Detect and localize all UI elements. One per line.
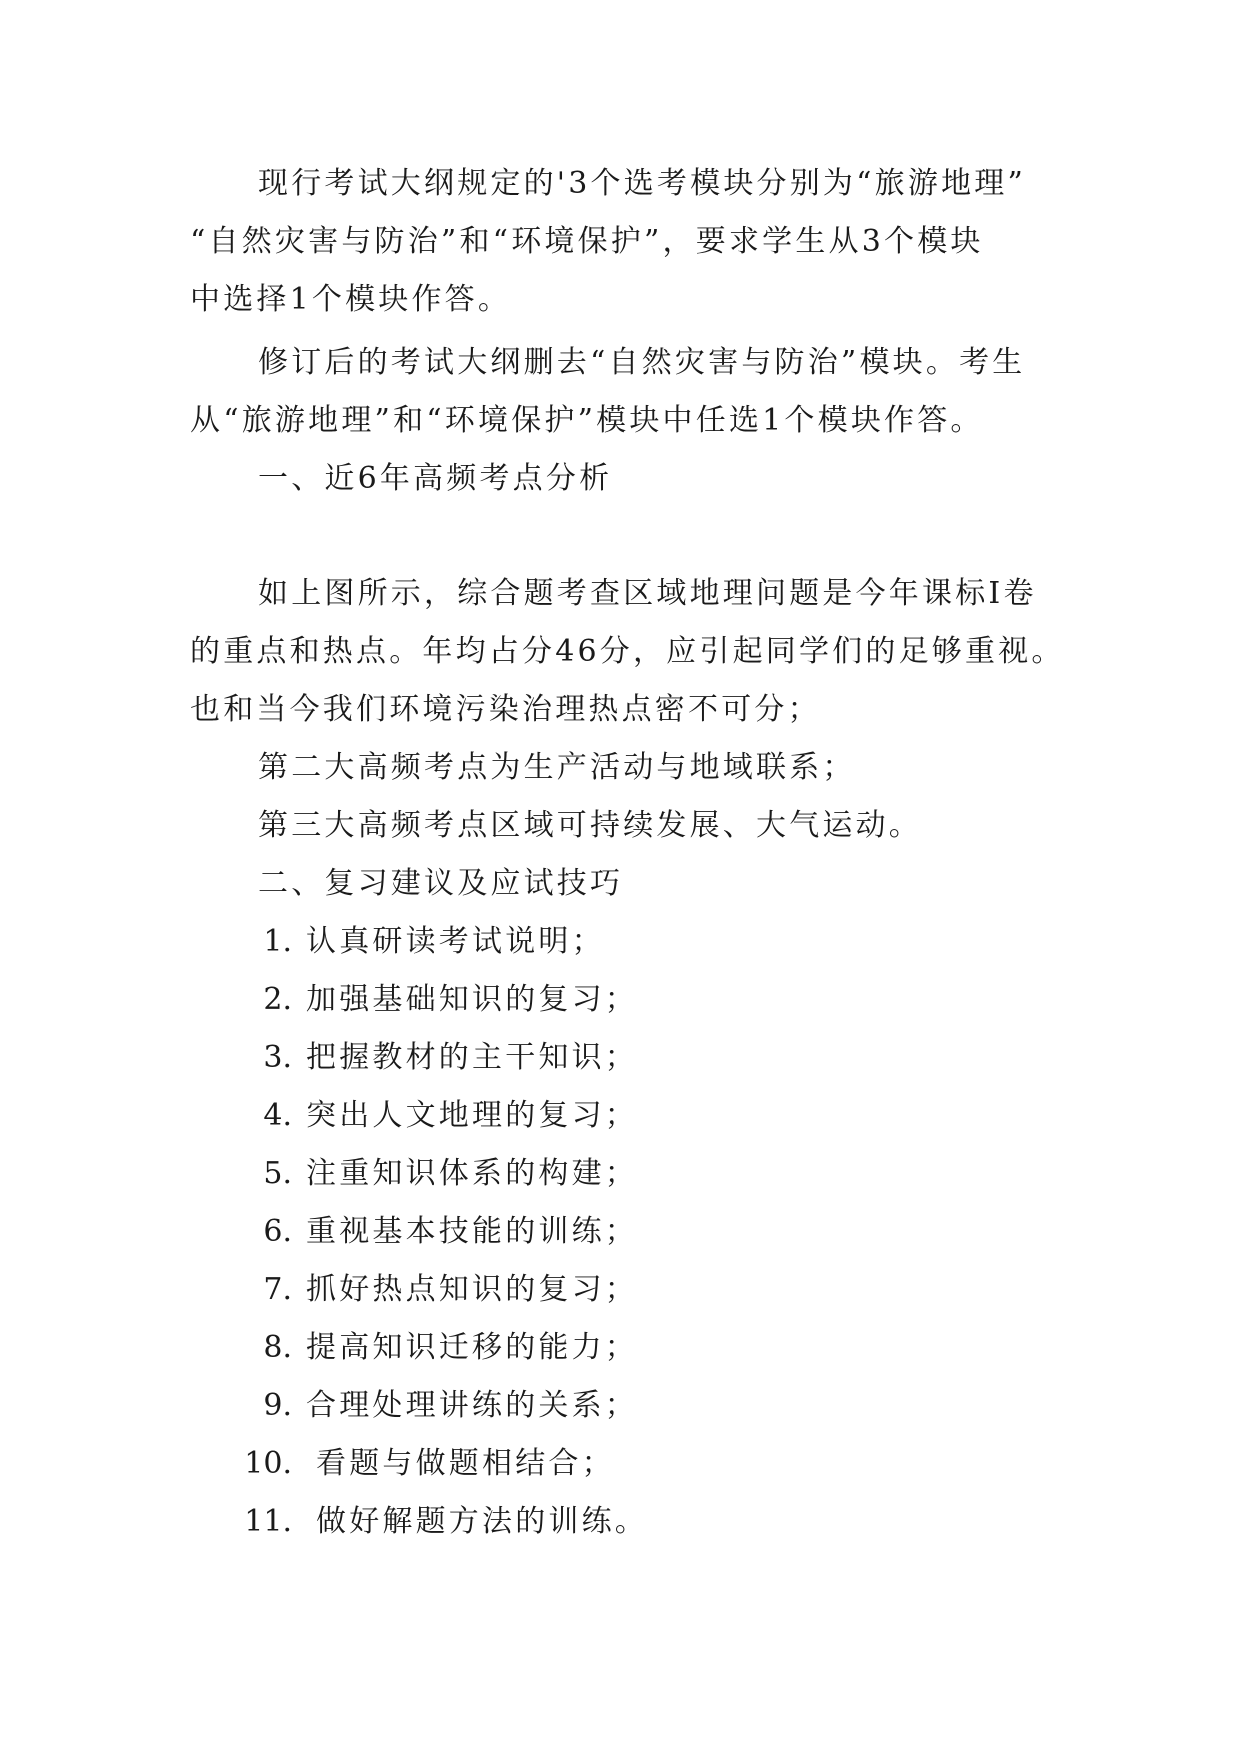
list-item-text: 认真研读考试说明； bbox=[306, 924, 605, 959]
list-item bbox=[238, 1502, 648, 1542]
list-item bbox=[246, 922, 605, 962]
paragraph-line: 修订后的考试大纲删去“自然灾害与防治”模块。考生 bbox=[258, 345, 1026, 380]
paragraph-line: 第三大高频考点区域可持续发展、大气运动。 bbox=[258, 808, 922, 843]
list-item-text: 重视基本技能的训练； bbox=[306, 1214, 638, 1249]
list-item bbox=[246, 1154, 638, 1194]
list-item bbox=[246, 1328, 638, 1368]
list-item bbox=[246, 1212, 638, 1252]
list-item-text: 做好解题方法的训练。 bbox=[316, 1504, 648, 1539]
list-item-number: 5. bbox=[263, 1156, 292, 1191]
list-item-number: 8. bbox=[263, 1330, 292, 1365]
list-item-number: 4. bbox=[263, 1098, 292, 1133]
list-item bbox=[246, 980, 638, 1020]
list-item-text: 提高知识迁移的能力； bbox=[306, 1330, 638, 1365]
list-item-number: 3. bbox=[263, 1040, 292, 1075]
paragraph-line: 中选择1个模块作答。 bbox=[190, 282, 512, 317]
section-heading: 一、近6年高频考点分析 bbox=[258, 461, 613, 496]
list-item-number: 7. bbox=[263, 1272, 292, 1307]
list-item-text: 看题与做题相结合； bbox=[316, 1446, 615, 1481]
paragraph-line: 也和当今我们环境污染治理热点密不可分； bbox=[190, 692, 821, 727]
list-item-number: 10. bbox=[244, 1446, 292, 1481]
paragraph-line: 从“旅游地理”和“环境保护”模块中任选1个模块作答。 bbox=[190, 403, 984, 438]
list-item-number: 6. bbox=[263, 1214, 292, 1249]
paragraph-line: 现行考试大纲规定的'3个选考模块分别为“旅游地理” bbox=[258, 166, 1027, 201]
section-heading: 二、复习建议及应试技巧 bbox=[258, 866, 624, 901]
list-item-text: 合理处理讲练的关系； bbox=[306, 1388, 638, 1423]
list-item-text: 把握教材的主干知识； bbox=[306, 1040, 638, 1075]
list-item-number: 2. bbox=[263, 982, 292, 1017]
paragraph-line: 如上图所示，综合题考查区域地理问题是今年课标Ⅰ卷 bbox=[258, 576, 1037, 611]
list-item-text: 加强基础知识的复习； bbox=[306, 982, 638, 1017]
list-item bbox=[246, 1038, 638, 1078]
list-item-number: 11. bbox=[244, 1504, 292, 1539]
list-item-text: 注重知识体系的构建； bbox=[306, 1156, 638, 1191]
list-item bbox=[238, 1444, 615, 1484]
list-item bbox=[246, 1096, 638, 1136]
paragraph-line: 第二大高频考点为生产活动与地域联系； bbox=[258, 750, 856, 785]
paragraph-line: 的重点和热点。年均占分46分，应引起同学们的足够重视。 bbox=[190, 634, 1065, 669]
list-item bbox=[246, 1386, 638, 1426]
paragraph-line: “自然灾害与防治”和“环境保护”，要求学生从3个模块 bbox=[190, 224, 984, 259]
list-item-number: 1. bbox=[263, 924, 292, 959]
list-item bbox=[246, 1270, 638, 1310]
list-item-text: 抓好热点知识的复习； bbox=[306, 1272, 638, 1307]
list-item-text: 突出人文地理的复习； bbox=[306, 1098, 638, 1133]
list-item-number: 9. bbox=[263, 1388, 292, 1423]
